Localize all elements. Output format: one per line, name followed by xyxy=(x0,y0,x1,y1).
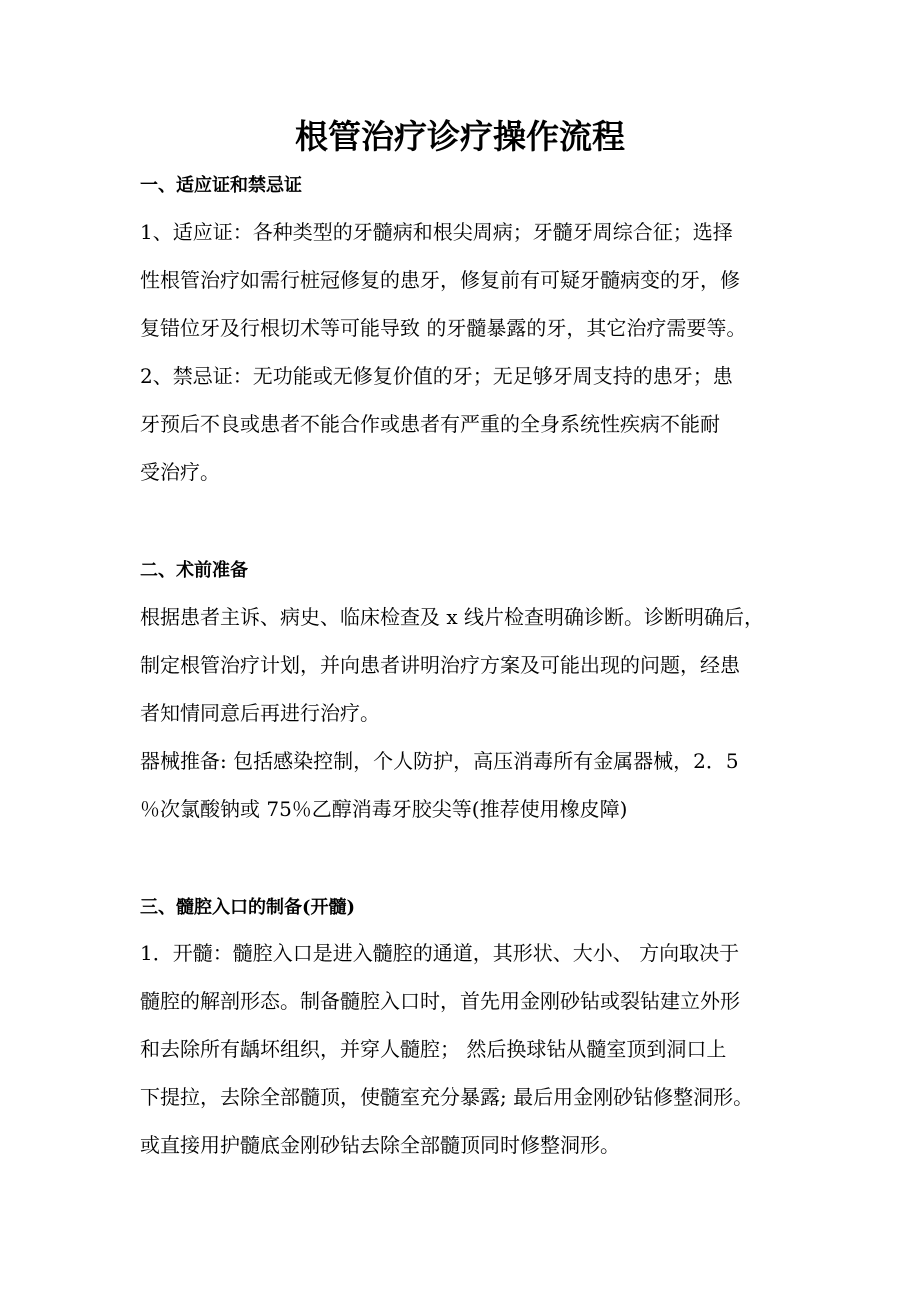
text-line: 牙预后不良或患者不能合作或患者有严重的全身系统性疾病不能耐 xyxy=(140,412,720,436)
text-line: 和去除所有龋坏组织，并穿人髓腔； 然后换球钻从髓室顶到洞口上 xyxy=(140,1037,727,1061)
text-line: 性根管治疗如需行桩冠修复的患牙，修复前有可疑牙髓病变的牙，修 xyxy=(140,268,740,292)
text-line: 1、适应证：各种类型的牙髓病和根尖周病；牙髓牙周综合征；选择 xyxy=(140,220,733,244)
text-line: ％次氯酸钠或 75％乙醇消毒牙胶尖等(推荐使用橡皮障) xyxy=(140,797,628,821)
text-line: 复错位牙及行根切术等可能导致 的牙髓暴露的牙，其它治疗需要等。 xyxy=(140,316,747,340)
text-line: 器械推备: 包括感染控制，个人防护，高压消毒所有金属器械，2．5 xyxy=(140,749,739,773)
text-line: 根据患者主诉、病史、临床检查及 x 线片检查明确诊断。诊断明确后， xyxy=(140,605,764,629)
text-line: 2、禁忌证：无功能或无修复价值的牙；无足够牙周支持的患牙；患 xyxy=(140,364,733,388)
text-line: 受治疗。 xyxy=(140,460,220,484)
text-line: 下提拉，去除全部髓顶，使髓室充分暴露; 最后用金刚砂钻修整洞形。 xyxy=(140,1085,754,1109)
text-line: 或直接用护髓底金刚砂钻去除全部髓顶同时修整洞形。 xyxy=(140,1133,620,1157)
section-heading: 一、适应证和禁忌证 xyxy=(140,175,302,196)
section-heading: 三、髓腔入口的制备(开髓) xyxy=(140,897,356,918)
section-heading: 二、术前准备 xyxy=(140,560,248,581)
text-line: 者知情同意后再进行治疗。 xyxy=(140,701,380,725)
text-line: 髓腔的解剖形态。制备髓腔入口时，首先用金刚砂钻或裂钻建立外形 xyxy=(140,989,740,1013)
text-line: 制定根管治疗计划，并向患者讲明治疗方案及可能出现的问题，经患 xyxy=(140,653,740,677)
document-title: 根管治疗诊疗操作流程 xyxy=(295,117,625,156)
text-line: 1．开髓：髓腔入口是进入髓腔的通道，其形状、大小、 方向取决于 xyxy=(140,941,740,965)
